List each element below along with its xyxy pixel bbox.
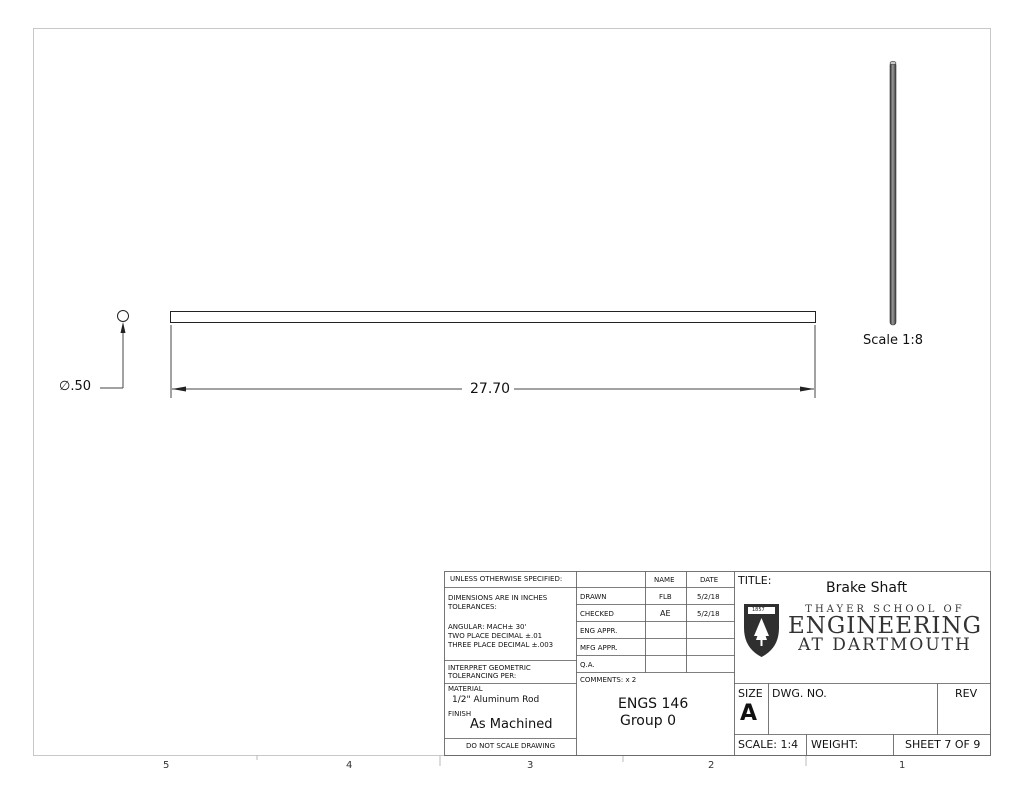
sheet-number: SHEET 7 OF 9 bbox=[905, 738, 981, 751]
length-dimension: 27.70 bbox=[470, 381, 511, 397]
shaft-front-view bbox=[171, 312, 816, 323]
size-value: A bbox=[740, 701, 758, 726]
rev-label: REV bbox=[955, 687, 978, 700]
title-label: TITLE: bbox=[738, 574, 772, 587]
weight-label: WEIGHT: bbox=[811, 738, 859, 751]
checked-label: CHECKED bbox=[580, 610, 614, 618]
scale-label: SCALE: 1:4 bbox=[738, 738, 799, 751]
material-label: MATERIAL bbox=[448, 685, 483, 693]
shaft-iso-end bbox=[890, 61, 896, 64]
dimension-arrow-right bbox=[800, 387, 814, 392]
zone-label: 3 bbox=[527, 760, 534, 771]
comments-label: COMMENTS: x 2 bbox=[580, 676, 637, 684]
drawing-title: Brake Shaft bbox=[826, 580, 908, 596]
iso-view-scale-label: Scale 1:8 bbox=[863, 333, 924, 348]
logo-wordmark bbox=[788, 604, 982, 654]
three-place-tolerance: THREE PLACE DECIMAL ±.003 bbox=[448, 641, 554, 649]
zone-label: 4 bbox=[346, 760, 353, 771]
course-code: ENGS 146 bbox=[618, 696, 689, 712]
group-name: Group 0 bbox=[620, 713, 676, 729]
zone-label: 5 bbox=[163, 760, 170, 771]
two-place-tolerance: TWO PLACE DECIMAL ±.01 bbox=[448, 632, 543, 640]
logo-line-2: ENGINEERING bbox=[788, 613, 982, 639]
finish-value: As Machined bbox=[470, 717, 553, 732]
drawn-date: 5/2/18 bbox=[697, 593, 720, 601]
units-note: DIMENSIONS ARE IN INCHES bbox=[448, 594, 548, 602]
zone-label: 1 bbox=[899, 760, 906, 771]
qa-label: Q.A. bbox=[580, 661, 595, 669]
angular-tolerance: ANGULAR: MACH± 30' bbox=[448, 623, 527, 631]
tolerances-label: TOLERANCES: bbox=[448, 603, 497, 611]
drawn-name: FLB bbox=[659, 593, 672, 601]
gdt-label-line2: TOLERANCING PER: bbox=[448, 672, 517, 680]
checked-name: AE bbox=[660, 609, 671, 618]
dwg-no-label: DWG. NO. bbox=[772, 687, 827, 700]
gdt-label-line1: INTERPRET GEOMETRIC bbox=[448, 664, 531, 672]
shaft-end-view bbox=[118, 311, 129, 322]
finish-label: FINISH bbox=[448, 710, 472, 718]
do-not-scale-note: DO NOT SCALE DRAWING bbox=[466, 742, 556, 750]
shaft-iso-view bbox=[890, 62, 896, 325]
material-value: 1/2" Aluminum Rod bbox=[452, 695, 540, 705]
name-column-header: NAME bbox=[654, 576, 675, 584]
date-column-header: DATE bbox=[700, 576, 719, 584]
zone-label: 2 bbox=[708, 760, 715, 771]
checked-date: 5/2/18 bbox=[697, 610, 720, 618]
dimension-arrow-left bbox=[172, 387, 186, 392]
drawn-label: DRAWN bbox=[580, 593, 607, 601]
diameter-leader-arrow bbox=[121, 322, 126, 333]
logo-line-3: AT DARTMOUTH bbox=[798, 635, 972, 655]
mfg-appr-label: MFG APPR. bbox=[580, 644, 618, 652]
size-label: SIZE bbox=[738, 687, 763, 700]
logo-year: 1857 bbox=[752, 607, 765, 613]
tolerance-header: UNLESS OTHERWISE SPECIFIED: bbox=[450, 575, 563, 583]
eng-appr-label: ENG APPR. bbox=[580, 627, 618, 635]
logo-line-1: THAYER SCHOOL OF bbox=[805, 604, 965, 615]
diameter-dimension: ∅.50 bbox=[59, 379, 91, 394]
